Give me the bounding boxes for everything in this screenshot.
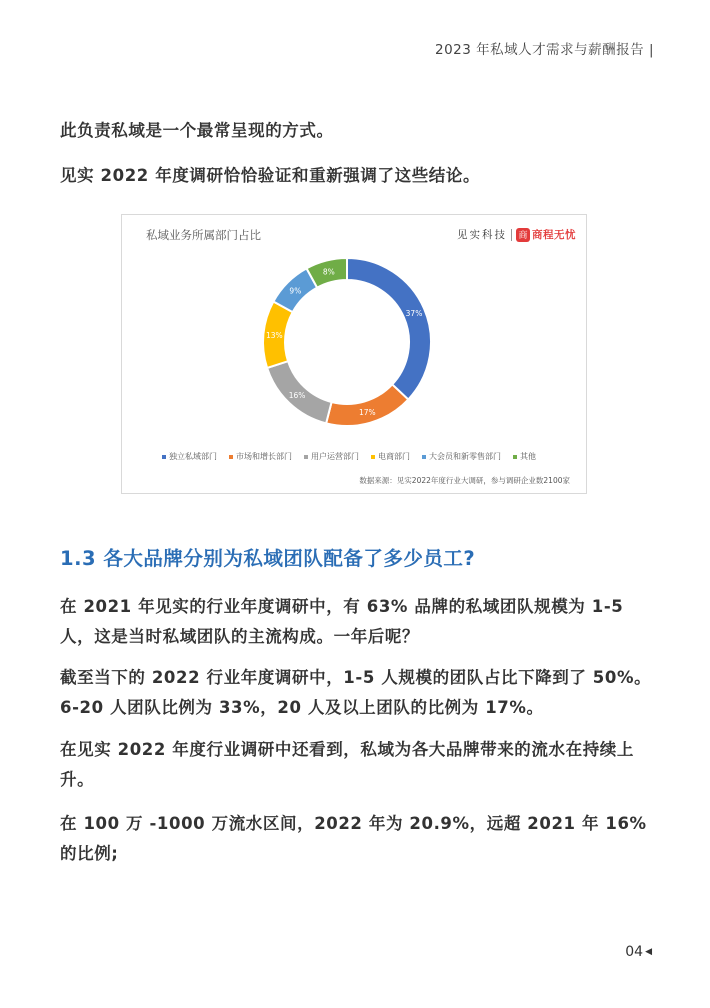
donut-slice-label-4: 9% (289, 286, 302, 296)
legend-item-3 (371, 451, 410, 462)
donut-slice-label-3: 13% (265, 331, 283, 341)
legend-item-2 (304, 451, 359, 462)
donut-slice-label-0: 37% (405, 309, 423, 319)
brand-logo-icon: 商 (516, 228, 530, 242)
donut-slice-1 (326, 384, 408, 426)
legend-item-4 (422, 451, 501, 462)
report-header: 2023 年私域人才需求与薪酬报告 | (435, 42, 654, 58)
brand-name-shangcheng: 商程无忧 (532, 229, 576, 241)
paragraph-revenue-trend: 在见实 2022 年度行业调研中还看到，私域为各大品牌带来的流水在持续上升。 (60, 740, 635, 789)
legend-label-3: 电商部门 (378, 452, 410, 461)
legend-swatch-1 (229, 455, 233, 459)
triangle-left-icon: ◀ (645, 947, 652, 957)
paragraph-2022-survey: 截至当下的 2022 行业年度调研中，1-5 人规模的团队占比下降到了 50%。6-20 人团队比例为 33%，20 人及以上团队的比例为 17%。 (60, 668, 652, 717)
legend-item-5 (513, 451, 536, 462)
donut-slice-0 (347, 258, 431, 400)
chart-source: 数据来源：见实2022年度行业大调研，参与调研企业数2100家 (359, 476, 570, 485)
legend-label-5: 其他 (520, 452, 536, 461)
legend-item-1 (229, 451, 292, 462)
legend-swatch-3 (371, 455, 375, 459)
legend-label-2: 用户运营部门 (311, 452, 359, 461)
donut-chart-figure (121, 214, 587, 494)
donut-slice-label-5: 8% (322, 267, 335, 277)
section-heading: 1.3 各大品牌分别为私域团队配备了多少员工? (60, 547, 476, 570)
chart-title: 私域业务所属部门占比 (146, 228, 261, 242)
donut-slice-label-1: 17% (359, 408, 376, 418)
page-number (625, 944, 652, 960)
legend-swatch-4 (422, 455, 426, 459)
brand-name-jianshi: 见实科技 (457, 229, 507, 241)
legend-swatch-2 (304, 455, 308, 459)
legend-label-1: 市场和增长部门 (236, 452, 292, 461)
legend-label-0: 独立私域部门 (169, 452, 217, 461)
legend-swatch-0 (162, 455, 166, 459)
paragraph-2021-survey: 在 2021 年见实的行业年度调研中，有 63% 品牌的私域团队规模为 1-5 人，这是当时私域团队的主流构成。一年后呢？ (60, 597, 624, 646)
legend-label-4: 大会员和新零售部门 (429, 452, 501, 461)
paragraph-intro-2: 见实 2022 年度调研恰恰验证和重新强调了这些结论。 (60, 166, 481, 185)
legend-item-0 (162, 451, 217, 462)
legend-swatch-5 (513, 455, 517, 459)
donut-slice-label-2: 16% (288, 391, 306, 401)
page-number-text: 04 (625, 944, 644, 960)
paragraph-intro-1: 此负责私域是一个最常呈现的方式。 (60, 121, 334, 140)
paragraph-revenue-range: 在 100 万 -1000 万流水区间，2022 年为 20.9%，远超 2021 年 16% 的比例; (60, 814, 647, 863)
chart-legend (162, 451, 536, 462)
